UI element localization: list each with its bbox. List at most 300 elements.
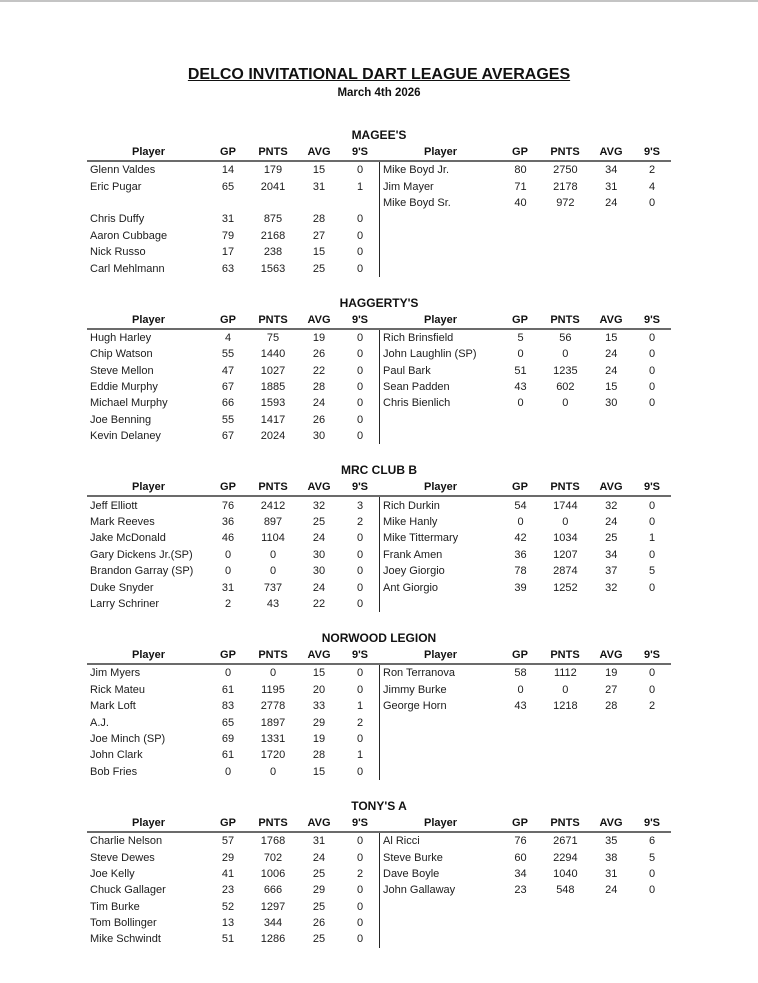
pnts-cell: 1563 — [260, 262, 286, 275]
gp-cell: 0 — [517, 348, 524, 361]
player-name-cell: Michael Murphy — [90, 397, 168, 410]
pnts-cell: 2041 — [260, 180, 286, 193]
column-header-avg: AVG — [599, 816, 623, 829]
player-name-cell: Hugh Harley — [90, 331, 152, 344]
player-name-cell: Mike Tittermary — [383, 532, 459, 545]
player-name-cell: Chris Duffy — [90, 213, 145, 226]
avg-cell: 19 — [605, 667, 618, 680]
avg-cell: 30 — [605, 397, 618, 410]
table-row — [87, 330, 379, 346]
nines-cell: 0 — [356, 884, 364, 897]
table-row — [380, 665, 671, 681]
gp-cell: 43 — [514, 381, 527, 394]
pnts-cell: 1768 — [260, 835, 286, 848]
left-table — [87, 815, 379, 948]
player-name-cell: Bob Fries — [90, 765, 138, 778]
avg-cell: 20 — [312, 683, 326, 696]
gp-cell: 0 — [517, 516, 524, 529]
gp-cell: 65 — [221, 716, 235, 729]
player-name-cell: Ant Giorgio — [383, 581, 439, 594]
gp-cell: 58 — [514, 667, 527, 680]
table-row — [380, 579, 671, 595]
table-row — [87, 747, 379, 763]
player-name-cell: Ron Terranova — [383, 667, 455, 680]
pnts-cell: 1027 — [260, 364, 286, 377]
table-row — [380, 162, 671, 178]
gp-cell: 2 — [224, 598, 232, 610]
column-header-9s: 9'S — [643, 816, 661, 829]
player-rows — [379, 162, 671, 277]
pnts-cell: 1720 — [260, 749, 286, 762]
nines-cell: 0 — [356, 565, 364, 578]
player-name-cell: Eric Pugar — [90, 180, 142, 193]
header-row — [87, 312, 379, 330]
column-header-avg: AVG — [307, 649, 331, 662]
player-name-cell: Glenn Valdes — [90, 164, 156, 177]
avg-cell: 30 — [312, 430, 326, 443]
nines-cell: 1 — [356, 700, 364, 713]
avg-cell: 37 — [605, 565, 618, 578]
gp-cell: 57 — [221, 835, 235, 848]
team-section — [87, 798, 671, 948]
gp-cell: 76 — [221, 499, 235, 512]
gp-cell: 0 — [517, 397, 524, 410]
team-tables — [87, 312, 671, 445]
gp-cell: 47 — [221, 364, 235, 377]
column-header-gp: GP — [220, 481, 236, 494]
page-date: March 4th 2026 — [337, 87, 421, 99]
team-name: MAGEE'S — [351, 128, 407, 142]
nines-cell: 6 — [649, 835, 656, 848]
team-section — [87, 630, 671, 780]
table-row — [87, 579, 379, 595]
player-name-cell: Tim Burke — [90, 900, 140, 913]
avg-cell: 28 — [312, 381, 326, 394]
gp-cell: 31 — [221, 581, 235, 594]
pnts-cell: 875 — [263, 213, 283, 226]
column-header-avg: AVG — [599, 481, 623, 494]
player-name-cell: Chris Bienlich — [383, 397, 451, 410]
nines-cell: 0 — [356, 732, 364, 745]
nines-cell: 0 — [356, 213, 364, 226]
pnts-cell: 2178 — [553, 180, 578, 193]
avg-cell: 24 — [605, 348, 618, 361]
gp-cell: 40 — [514, 196, 527, 209]
nines-cell: 0 — [356, 851, 364, 864]
left-table — [87, 647, 379, 780]
nines-cell: 2 — [356, 716, 364, 729]
player-name-cell: Duke Snyder — [90, 581, 154, 594]
column-header-9s: 9'S — [351, 816, 369, 829]
header-row — [87, 647, 379, 665]
player-name-cell: Chuck Gallager — [90, 884, 166, 897]
table-row — [87, 412, 379, 428]
avg-cell: 31 — [605, 180, 618, 193]
window-top-edge — [0, 0, 758, 2]
table-row — [380, 596, 671, 612]
table-row — [380, 195, 671, 211]
table-row — [87, 714, 379, 730]
column-header-gp: GP — [512, 816, 528, 829]
avg-cell: 30 — [312, 565, 326, 578]
player-name-cell: Larry Schriner — [90, 598, 160, 610]
pnts-cell: 602 — [556, 381, 575, 394]
player-name-cell: Rick Mateu — [90, 683, 146, 696]
player-name-cell: John Gallaway — [383, 884, 456, 897]
nines-cell: 0 — [649, 348, 656, 361]
avg-cell: 26 — [312, 348, 326, 361]
table-row — [380, 931, 671, 947]
pnts-cell: 702 — [263, 851, 283, 864]
right-table — [379, 312, 671, 445]
pnts-cell: 1593 — [260, 397, 286, 410]
gp-cell: 43 — [514, 700, 527, 713]
avg-cell: 22 — [312, 598, 326, 610]
table-row — [380, 412, 671, 428]
table-row — [87, 260, 379, 276]
gp-cell: 65 — [221, 180, 235, 193]
player-name-cell: Mike Boyd Sr. — [383, 196, 451, 209]
header-row — [87, 815, 379, 833]
nines-cell: 0 — [356, 364, 364, 377]
table-row — [380, 228, 671, 244]
column-header-pnts: PNTS — [550, 649, 580, 662]
table-row — [380, 563, 671, 579]
avg-cell: 25 — [605, 532, 618, 545]
gp-cell: 0 — [224, 548, 232, 561]
header-row — [379, 312, 671, 330]
column-header-9s: 9'S — [351, 313, 369, 326]
table-row — [380, 428, 671, 444]
table-row — [380, 866, 671, 882]
player-name-cell: Steve Dewes — [90, 851, 155, 864]
pnts-cell: 179 — [263, 164, 283, 177]
avg-cell: 27 — [605, 683, 618, 696]
gp-cell: 61 — [221, 683, 235, 696]
pnts-cell: 0 — [269, 548, 277, 561]
player-name-cell: Eddie Murphy — [90, 381, 158, 394]
player-rows — [87, 330, 379, 445]
avg-cell: 25 — [312, 933, 326, 946]
pnts-cell: 2671 — [553, 835, 578, 848]
team-sections — [87, 127, 671, 948]
gp-cell: 23 — [221, 884, 235, 897]
avg-cell: 24 — [605, 516, 618, 529]
player-name-cell: Rich Durkin — [383, 499, 440, 512]
pnts-cell: 1034 — [553, 532, 578, 545]
page-title-text: DELCO INVITATIONAL DART LEAGUE AVERAGES — [187, 66, 571, 83]
avg-cell: 34 — [605, 164, 618, 177]
team-name: MRC CLUB B — [341, 463, 417, 478]
table-row — [380, 849, 671, 865]
table-row — [380, 731, 671, 747]
gp-cell: 17 — [221, 246, 235, 259]
gp-cell: 13 — [221, 917, 235, 930]
table-row — [380, 882, 671, 898]
gp-cell: 0 — [224, 565, 232, 578]
avg-cell: 28 — [605, 700, 618, 713]
player-rows — [379, 330, 671, 445]
pnts-cell: 1286 — [260, 933, 286, 946]
pnts-cell: 2024 — [260, 430, 286, 443]
team-section — [87, 462, 671, 612]
team-name: HAGGERTY'S — [339, 295, 419, 310]
left-table — [87, 144, 379, 277]
pnts-cell: 43 — [266, 598, 280, 610]
team-section — [87, 127, 671, 277]
player-name-cell: Jim Mayer — [383, 180, 434, 193]
pnts-cell: 1417 — [260, 413, 286, 426]
player-name-cell: Al Ricci — [383, 835, 420, 848]
table-row — [380, 363, 671, 379]
team-tables — [87, 479, 671, 612]
team-tables — [87, 815, 671, 948]
player-rows — [379, 833, 671, 948]
left-table — [87, 312, 379, 445]
gp-cell: 14 — [221, 164, 235, 177]
player-name-cell: Gary Dickens Jr.(SP) — [90, 548, 193, 561]
pnts-cell: 1297 — [260, 900, 286, 913]
gp-cell: 46 — [221, 532, 235, 545]
team-tables — [87, 144, 671, 277]
player-name-cell: Mark Reeves — [90, 516, 155, 529]
player-name-cell: Mike Schwindt — [90, 933, 161, 946]
pnts-cell: 2168 — [260, 229, 286, 242]
table-row — [87, 530, 379, 546]
table-row — [380, 530, 671, 546]
avg-cell: 27 — [312, 229, 326, 242]
gp-cell: 41 — [221, 867, 235, 880]
column-header-9s: 9'S — [643, 649, 661, 662]
pnts-cell: 1112 — [553, 667, 577, 680]
table-row — [380, 714, 671, 730]
pnts-cell: 0 — [562, 516, 569, 529]
nines-cell: 0 — [356, 917, 364, 930]
gp-cell: 69 — [221, 732, 235, 745]
avg-cell: 26 — [312, 917, 326, 930]
nines-cell: 0 — [356, 413, 364, 426]
player-name-cell: A.J. — [90, 716, 109, 729]
avg-cell: 32 — [312, 499, 326, 512]
table-row — [87, 866, 379, 882]
avg-cell: 31 — [605, 867, 618, 880]
table-row — [87, 833, 379, 849]
player-rows — [87, 497, 379, 612]
column-header-gp: GP — [220, 816, 236, 829]
column-header-pnts: PNTS — [550, 481, 580, 494]
player-name-cell: Nick Russo — [90, 246, 146, 259]
pnts-cell: 2778 — [260, 700, 286, 713]
pnts-cell: 1331 — [260, 732, 286, 745]
player-name-cell: Brandon Garray (SP) — [90, 565, 194, 578]
table-row — [87, 228, 379, 244]
nines-cell: 2 — [649, 700, 656, 713]
table-row — [87, 915, 379, 931]
avg-cell: 25 — [312, 262, 326, 275]
nines-cell: 0 — [649, 548, 656, 561]
player-name-cell: Joe Minch (SP) — [90, 732, 166, 745]
nines-cell: 0 — [356, 900, 364, 913]
gp-cell: 83 — [221, 700, 235, 713]
table-row — [380, 497, 671, 513]
avg-cell: 24 — [312, 581, 326, 594]
nines-cell: 0 — [356, 765, 364, 778]
avg-cell: 29 — [312, 716, 326, 729]
nines-cell: 0 — [649, 683, 656, 696]
avg-cell: 24 — [605, 364, 618, 377]
avg-cell: 32 — [605, 581, 618, 594]
table-row — [87, 195, 379, 211]
pnts-cell: 0 — [269, 667, 277, 680]
gp-cell: 36 — [514, 548, 527, 561]
gp-cell: 79 — [221, 229, 235, 242]
player-rows — [87, 162, 379, 277]
player-name-cell: Paul Bark — [383, 364, 431, 377]
column-header-9s: 9'S — [351, 481, 369, 494]
avg-cell: 24 — [312, 397, 326, 410]
table-row — [87, 395, 379, 411]
pnts-cell: 1252 — [553, 581, 578, 594]
avg-cell: 15 — [312, 765, 326, 778]
avg-cell: 28 — [312, 749, 326, 762]
pnts-cell: 1897 — [260, 716, 286, 729]
gp-cell: 4 — [224, 331, 232, 344]
table-row — [87, 596, 379, 612]
avg-cell: 29 — [312, 884, 326, 897]
pnts-cell: 1885 — [260, 381, 286, 394]
gp-cell: 34 — [514, 867, 527, 880]
nines-cell: 0 — [649, 499, 656, 512]
table-row — [87, 363, 379, 379]
nines-cell: 2 — [356, 516, 364, 529]
table-row — [87, 379, 379, 395]
header-row — [379, 815, 671, 833]
pnts-cell: 0 — [562, 397, 569, 410]
column-header-avg: AVG — [307, 146, 331, 158]
nines-cell: 0 — [649, 364, 656, 377]
player-name-cell: Carl Mehlmann — [90, 262, 165, 275]
nines-cell: 0 — [649, 867, 656, 880]
table-row — [380, 747, 671, 763]
gp-cell: 67 — [221, 381, 235, 394]
right-table — [379, 815, 671, 948]
pnts-cell: 0 — [562, 683, 569, 696]
gp-cell: 78 — [514, 565, 527, 578]
avg-cell: 24 — [605, 884, 618, 897]
table-row — [380, 260, 671, 276]
nines-cell: 0 — [356, 381, 364, 394]
table-row — [380, 346, 671, 362]
column-header-avg: AVG — [307, 816, 331, 829]
player-name-cell: Kevin Delaney — [90, 430, 161, 443]
column-header-player: Player — [131, 481, 166, 494]
gp-cell: 54 — [514, 499, 527, 512]
header-row — [87, 144, 379, 162]
player-name-cell: Mike Boyd Jr. — [383, 164, 450, 177]
gp-cell: 0 — [517, 683, 524, 696]
table-row — [87, 899, 379, 915]
gp-cell: 51 — [514, 364, 527, 377]
column-header-pnts: PNTS — [258, 816, 288, 829]
gp-cell: 67 — [221, 430, 235, 443]
nines-cell: 0 — [649, 381, 656, 394]
table-row — [380, 178, 671, 194]
nines-cell: 0 — [356, 532, 364, 545]
gp-cell: 61 — [221, 749, 235, 762]
column-header-9s: 9'S — [351, 649, 369, 662]
column-header-9s: 9'S — [643, 313, 661, 326]
gp-cell: 5 — [517, 331, 524, 344]
nines-cell: 0 — [649, 667, 656, 680]
team-section — [87, 295, 671, 445]
player-name-cell: Tom Bollinger — [90, 917, 157, 930]
nines-cell: 0 — [356, 581, 364, 594]
gp-cell: 55 — [221, 413, 235, 426]
header-row — [379, 647, 671, 665]
nines-cell: 5 — [649, 851, 656, 864]
pnts-cell: 0 — [269, 565, 277, 578]
column-header-gp: GP — [220, 313, 236, 326]
nines-cell: 1 — [356, 749, 364, 762]
column-header-avg: AVG — [307, 313, 331, 326]
team-name: TONY'S A — [351, 798, 407, 813]
pnts-cell: 1104 — [261, 532, 285, 545]
gp-cell: 63 — [221, 262, 235, 275]
nines-cell: 0 — [649, 516, 656, 529]
column-header-pnts: PNTS — [550, 146, 580, 158]
player-name-cell: Jake McDonald — [90, 532, 166, 545]
nines-cell: 0 — [356, 683, 364, 696]
column-header-player: Player — [423, 481, 458, 494]
pnts-cell: 1195 — [261, 683, 285, 696]
table-row — [87, 428, 379, 444]
column-header-avg: AVG — [599, 649, 623, 662]
gp-cell: 42 — [514, 532, 527, 545]
table-row — [380, 682, 671, 698]
table-row — [87, 162, 379, 178]
player-name-cell: Sean Padden — [383, 381, 450, 394]
player-name-cell: Joe Kelly — [90, 867, 135, 880]
table-row — [380, 514, 671, 530]
avg-cell: 25 — [312, 900, 326, 913]
avg-cell: 38 — [605, 851, 618, 864]
pnts-cell: 56 — [559, 331, 572, 344]
table-row — [87, 682, 379, 698]
avg-cell: 22 — [312, 364, 326, 377]
column-header-player: Player — [131, 313, 166, 326]
pnts-cell: 737 — [263, 581, 283, 594]
gp-cell: 55 — [221, 348, 235, 361]
table-row — [87, 497, 379, 513]
nines-cell: 0 — [356, 246, 364, 259]
player-name-cell: Jim Myers — [90, 667, 141, 680]
avg-cell: 35 — [605, 835, 618, 848]
pnts-cell: 0 — [562, 348, 569, 361]
table-row — [87, 178, 379, 194]
pnts-cell: 2412 — [260, 499, 286, 512]
avg-cell: 26 — [312, 413, 326, 426]
player-name-cell: Aaron Cubbage — [90, 229, 168, 242]
column-header-pnts: PNTS — [550, 816, 580, 829]
table-row — [87, 563, 379, 579]
nines-cell: 0 — [649, 196, 656, 209]
pnts-cell: 0 — [269, 765, 277, 778]
table-row — [380, 915, 671, 931]
table-row — [87, 731, 379, 747]
column-header-pnts: PNTS — [258, 481, 288, 494]
nines-cell: 0 — [356, 331, 364, 344]
nines-cell: 1 — [649, 532, 656, 545]
